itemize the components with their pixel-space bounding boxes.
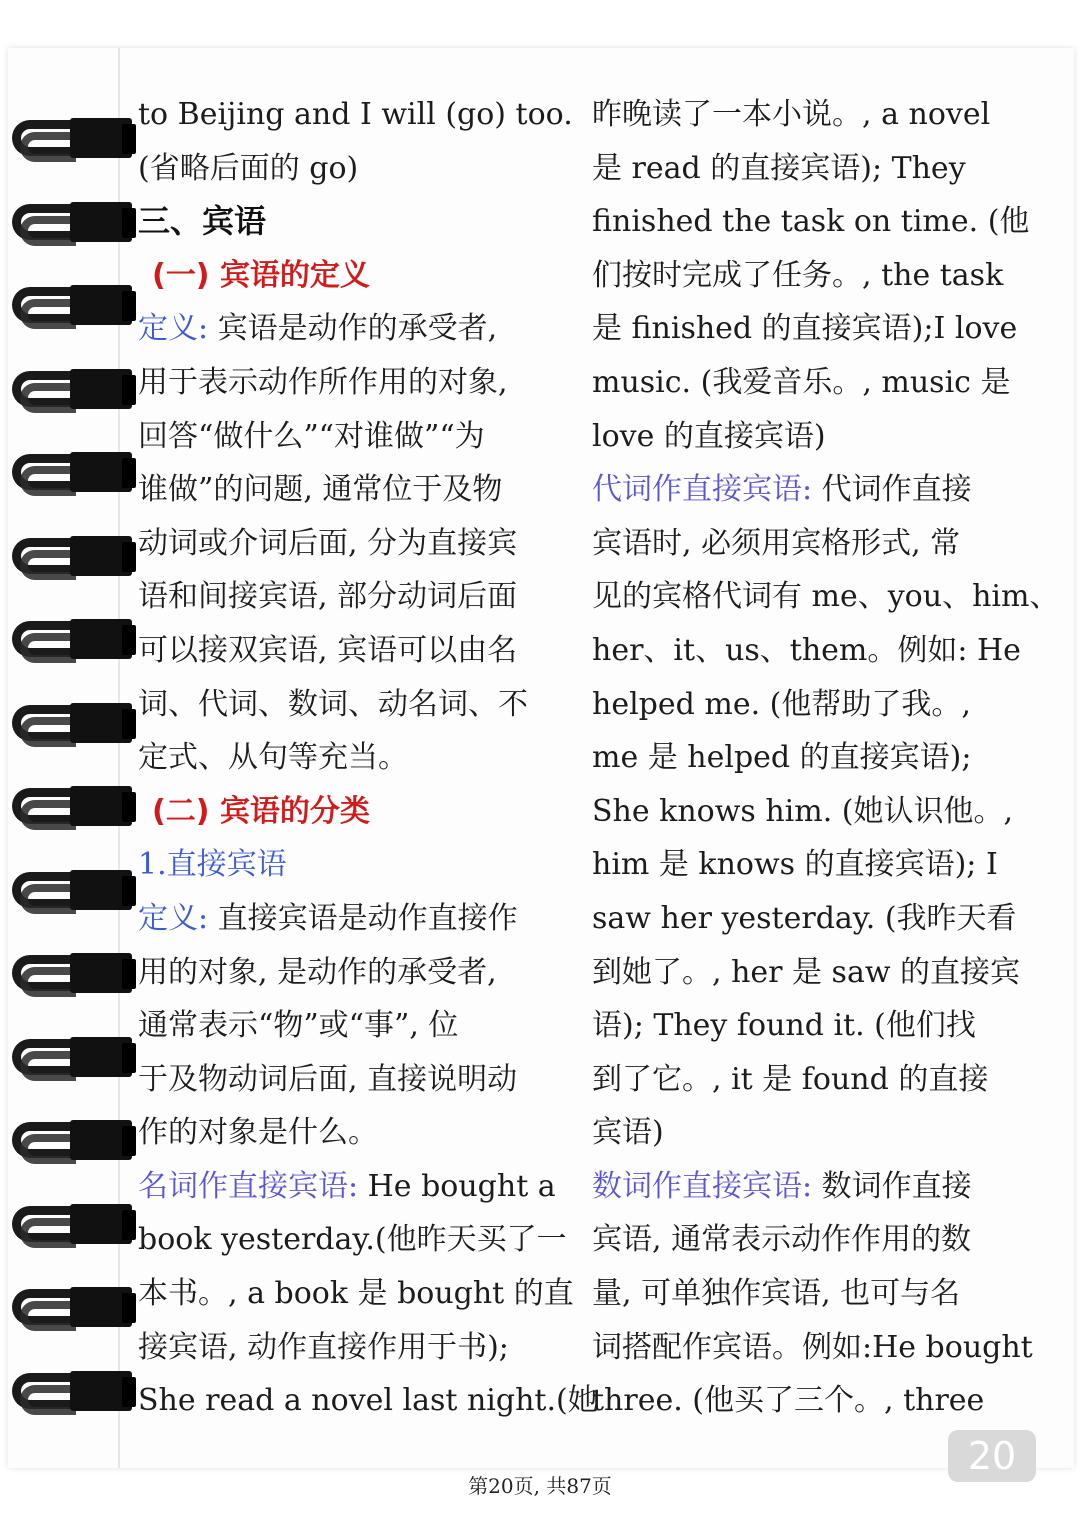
left-column	[138, 88, 598, 1428]
pronoun-object-line: 宾语时, 必须用宾格形式, 常	[592, 525, 961, 561]
definition-text: 宾语是动作的承受者,	[208, 311, 498, 347]
definition-line: 语和间接宾语, 部分动词后面	[138, 579, 518, 615]
page-footer: 第20页, 共87页	[468, 1474, 612, 1498]
numeral-object-line: 词搭配作宾语。例如:He bought	[592, 1329, 1033, 1365]
text-line: to Beijing and I will (go) too.	[138, 97, 573, 132]
pronoun-object-line: saw her yesterday. (我昨天看	[592, 900, 1017, 936]
noun-object-text: He bought a	[358, 1168, 556, 1204]
definition-line: 词、代词、数词、动名词、不	[138, 686, 528, 722]
definition-line	[138, 302, 574, 356]
spiral-ring-icon	[12, 949, 138, 1001]
spiral-ring-icon	[12, 114, 138, 166]
spiral-ring-icon	[12, 699, 138, 751]
pronoun-object-line: She knows him. (她认识他。,	[592, 793, 1014, 829]
sub-heading-classification: (二) 宾语的分类	[152, 793, 370, 829]
spiral-ring-icon	[12, 1033, 138, 1085]
numeral-object-text: 数词作直接	[812, 1168, 972, 1204]
pronoun-object-line: her、it、us、them。例如: He	[592, 632, 1021, 668]
spiral-ring-icon	[12, 532, 138, 584]
pronoun-object-line: 语); They found it. (他们找	[592, 1008, 976, 1044]
direct-definition-line: 通常表示“物”或“事”, 位	[138, 1008, 459, 1044]
text-line: (省略后面的 go)	[138, 150, 359, 186]
direct-definition-line: 于及物动词后面, 直接说明动	[138, 1061, 518, 1097]
numeral-object-line	[592, 1160, 1032, 1214]
spiral-ring-icon	[12, 1367, 138, 1419]
direct-definition-line	[138, 892, 574, 946]
pronoun-object-line: me 是 helped 的直接宾语);	[592, 740, 972, 776]
pronoun-object-line: helped me. (他帮助了我。,	[592, 686, 971, 722]
text-line: 们按时完成了任务。, the task	[592, 257, 1004, 293]
noun-object-label: 名词作直接宾语:	[138, 1168, 359, 1204]
numeral-object-label: 数词作直接宾语:	[592, 1168, 813, 1204]
pronoun-object-line: 到了它。, it 是 found 的直接	[592, 1061, 989, 1097]
text-line: 是 finished 的直接宾语);I love	[592, 311, 1018, 347]
right-column	[592, 88, 1060, 1428]
text-line: 是 read 的直接宾语); They	[592, 150, 966, 186]
definition-line: 动词或介词后面, 分为直接宾	[138, 525, 518, 561]
pronoun-object-line: 见的宾格代词有 me、you、him、	[592, 579, 1060, 615]
definition-line: 回答“做什么”“对谁做”“为	[138, 418, 485, 454]
pronoun-object-line	[592, 463, 1032, 517]
definition-line: 谁做”的问题, 通常位于及物	[138, 472, 503, 508]
direct-definition-label: 定义:	[138, 900, 209, 936]
spiral-ring-icon	[12, 198, 138, 250]
spiral-ring-icon	[12, 615, 138, 667]
numeral-object-line: three. (他买了三个。, three	[592, 1383, 985, 1419]
numeral-object-line: 量, 可单独作宾语, 也可与名	[592, 1276, 961, 1312]
text-line: 昨晚读了一本小说。, a novel	[592, 97, 991, 132]
spiral-ring-icon	[12, 1283, 138, 1335]
noun-object-line: book yesterday.(他昨天买了一	[138, 1222, 567, 1258]
spiral-ring-icon	[12, 782, 138, 834]
spiral-ring-icon	[12, 866, 138, 918]
text-line: finished the task on time. (他	[592, 204, 1030, 240]
pronoun-object-line: him 是 knows 的直接宾语); I	[592, 847, 998, 883]
page-number-badge: 20	[948, 1430, 1036, 1482]
text-line: love 的直接宾语)	[592, 418, 826, 454]
noun-object-line: 接宾语, 动作直接作用于书);	[138, 1329, 509, 1365]
spiral-ring-icon	[12, 281, 138, 333]
spiral-ring-icon	[12, 365, 138, 417]
definition-label: 定义:	[138, 311, 209, 347]
text-line: music. (我爱音乐。, music 是	[592, 364, 1011, 400]
noun-object-line: She read a novel last night.(她	[138, 1383, 598, 1419]
spiral-binding-icon	[0, 100, 150, 1470]
direct-definition-text: 直接宾语是动作直接作	[208, 900, 518, 936]
section-heading: 三、宾语	[138, 202, 267, 241]
spiral-ring-icon	[12, 1200, 138, 1252]
pronoun-object-label: 代词作直接宾语:	[592, 472, 813, 508]
noun-object-line: 本书。, a book 是 bought 的直	[138, 1276, 574, 1312]
direct-definition-line: 作的对象是什么。	[138, 1115, 378, 1151]
spiral-ring-icon	[12, 1116, 138, 1168]
pronoun-object-text: 代词作直接	[812, 472, 972, 508]
item-heading-direct-object: 1.直接宾语	[138, 847, 287, 883]
definition-line: 用于表示动作所作用的对象,	[138, 364, 508, 400]
definition-line: 定式、从句等充当。	[138, 740, 408, 776]
spiral-ring-icon	[12, 448, 138, 500]
definition-line: 可以接双宾语, 宾语可以由名	[138, 632, 518, 668]
pronoun-object-line: 到她了。, her 是 saw 的直接宾	[592, 954, 1021, 990]
pronoun-object-line: 宾语)	[592, 1115, 664, 1151]
direct-definition-line: 用的对象, 是动作的承受者,	[138, 954, 497, 990]
noun-object-line	[138, 1160, 574, 1214]
numeral-object-line: 宾语, 通常表示动作作用的数	[592, 1222, 972, 1258]
sub-heading-definition: (一) 宾语的定义	[152, 257, 370, 293]
